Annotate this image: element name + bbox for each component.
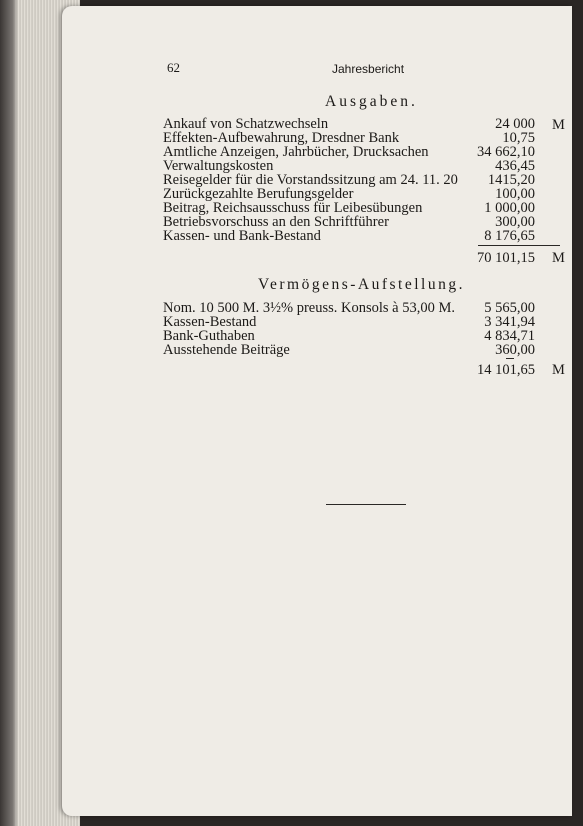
row-amount: 3 341,94 xyxy=(484,314,535,330)
vermoegen-total: 14 101,65 xyxy=(477,362,535,378)
row-amount: 34 662,10 xyxy=(477,144,535,160)
running-title: Jahresbericht xyxy=(332,62,405,76)
row-label: Kassen- und Bank-Bestand xyxy=(163,228,321,244)
row-amount: 436,45 xyxy=(495,158,535,174)
row-label: Reisegelder für die Vorstandssitzung am 24. 11. 20 xyxy=(163,172,458,188)
row-amount: 360,00 xyxy=(495,342,535,358)
row-amount: 100,00 xyxy=(495,186,535,202)
row-label: Beitrag, Reichsausschuss für Leibesübungen xyxy=(163,200,423,216)
page-number: 62 xyxy=(167,60,180,75)
row-label: Nom. 10 500 M. 3½% preuss. Konsols à 53,00 M. xyxy=(163,300,456,316)
row-label: Ankauf von Schatzwechseln xyxy=(163,116,329,132)
row-amount: 8 176,65 xyxy=(484,228,535,244)
ausgaben-heading: Ausgaben. xyxy=(325,93,418,110)
row-label: Ausstehende Beiträge xyxy=(163,342,290,358)
row-amount: 300,00 xyxy=(495,214,535,230)
row-amount: 1 000,00 xyxy=(484,200,535,216)
row-amount: 1415,20 xyxy=(487,172,535,188)
cut-off-mark: M xyxy=(552,362,565,378)
vermoegen-sum-rule xyxy=(506,358,514,359)
ausgaben-sum-rule xyxy=(478,245,560,246)
cut-off-mark: M xyxy=(552,117,565,133)
row-amount: 10,75 xyxy=(502,130,535,146)
vermoegen-row xyxy=(163,343,583,358)
section-end-rule xyxy=(326,504,406,505)
row-amount: 24 000 xyxy=(495,116,535,132)
row-amount: 4 834,71 xyxy=(484,328,535,344)
ausgaben-row xyxy=(163,229,583,244)
cut-off-mark: M xyxy=(552,250,565,266)
row-amount: 5 565,00 xyxy=(484,300,535,316)
row-label: Zurückgezahlte Berufungsgelder xyxy=(163,186,354,202)
row-label: Kassen-Bestand xyxy=(163,314,257,330)
ausgaben-total: 70 101,15 xyxy=(477,250,535,266)
vermoegen-heading: Vermögens-Aufstellung. xyxy=(258,276,465,293)
row-label: Verwaltungskosten xyxy=(163,158,274,174)
row-label: Amtliche Anzeigen, Jahrbücher, Drucksachen xyxy=(163,144,429,160)
row-label: Bank-Guthaben xyxy=(163,328,255,344)
row-label: Effekten-Aufbewahrung, Dresdner Bank xyxy=(163,130,400,146)
book-spine-shadow xyxy=(0,0,18,826)
row-label: Betriebsvorschuss an den Schriftführer xyxy=(163,214,389,230)
